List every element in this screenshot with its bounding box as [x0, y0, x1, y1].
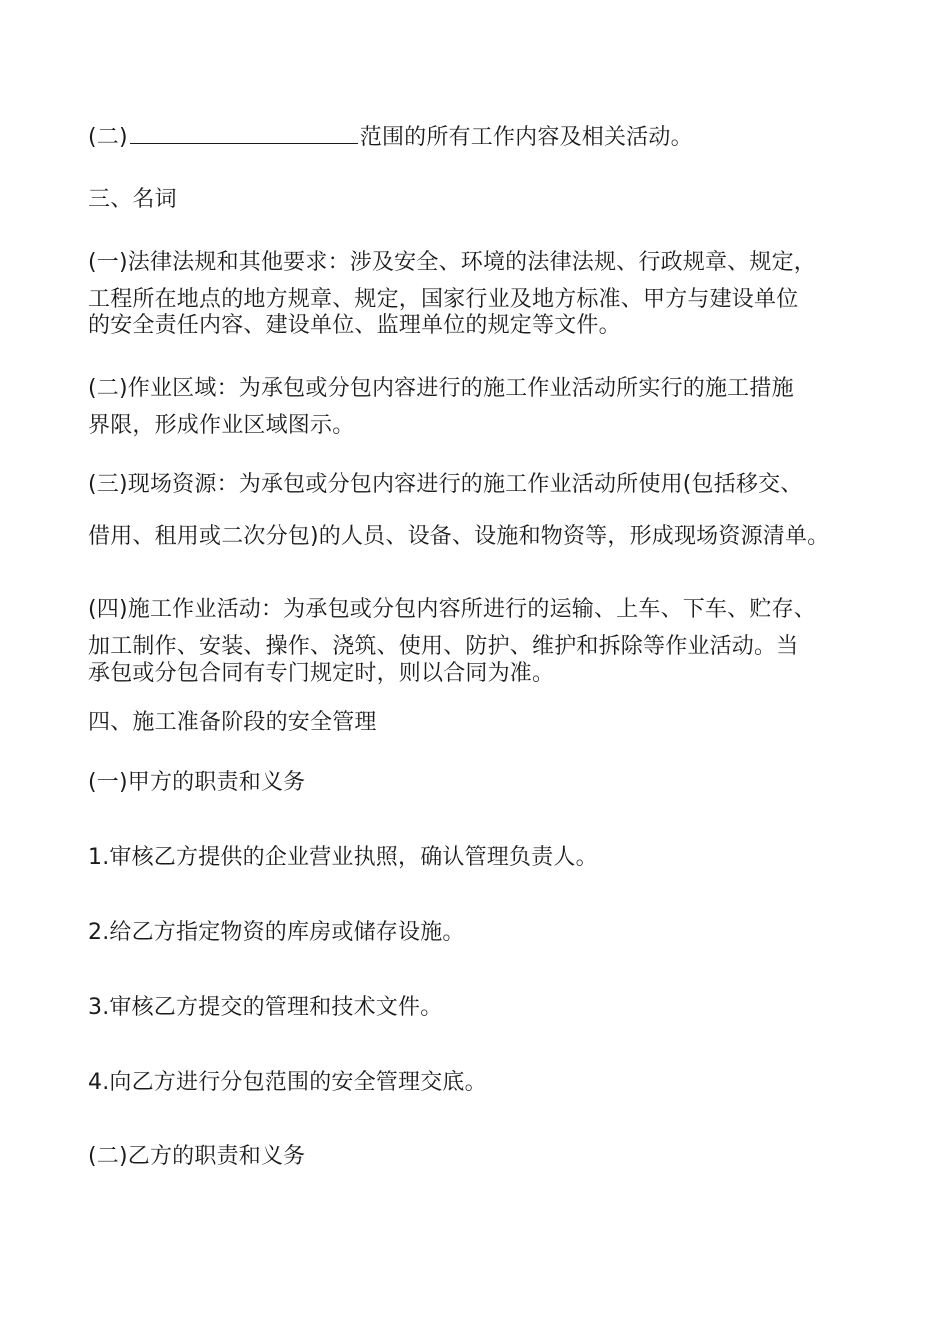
- paragraph-line: (三)现场资源：为承包或分包内容进行的施工作业活动所使用(包括移交、: [88, 472, 803, 497]
- subheading-party-b: (二)乙方的职责和义务: [88, 1144, 306, 1169]
- paragraph-line: 工程所在地点的地方规章、规定，国家行业及地方标准、甲方与建设单位: [88, 287, 799, 312]
- paragraph-line: 的安全责任内容、建设单位、监理单位的规定等文件。: [88, 313, 621, 338]
- paragraph-line: (四)施工作业活动：为承包或分包内容所进行的运输、上车、下车、贮存、: [88, 597, 816, 622]
- list-item: 3.审核乙方提交的管理和技术文件。: [88, 995, 443, 1020]
- list-item: 4.向乙方进行分包范围的安全管理交底。: [88, 1070, 487, 1095]
- paragraph-line: (一)法律法规和其他要求：涉及安全、环境的法律法规、行政规章、规定，: [88, 250, 816, 275]
- paragraph-line: 借用、租用或二次分包)的人员、设备、设施和物资等，形成现场资源清单。: [88, 524, 830, 549]
- scope-line: [88, 123, 693, 151]
- paragraph-line: 加工制作、安装、操作、浇筑、使用、防护、维护和拆除等作业活动。当: [88, 634, 799, 659]
- paragraph-line: 界限，形成作业区域图示。: [88, 413, 355, 438]
- fill-in-blank: [130, 123, 358, 144]
- paragraph-line: 承包或分包合同有专门规定时，则以合同为准。: [88, 661, 555, 686]
- subheading-party-a: (一)甲方的职责和义务: [88, 770, 306, 795]
- list-item: 2.给乙方指定物资的库房或储存设施。: [88, 920, 465, 945]
- scope-prefix: (二): [88, 125, 128, 150]
- paragraph-line: (二)作业区域：为承包或分包内容进行的施工作业活动所实行的施工措施: [88, 376, 794, 401]
- scope-suffix: 范围的所有工作内容及相关活动。: [359, 125, 693, 150]
- list-item: 1.审核乙方提供的企业营业执照，确认管理负责人。: [88, 845, 598, 870]
- section-heading-preparation: 四、施工准备阶段的安全管理: [88, 710, 377, 735]
- section-heading-terms: 三、名词: [88, 187, 177, 212]
